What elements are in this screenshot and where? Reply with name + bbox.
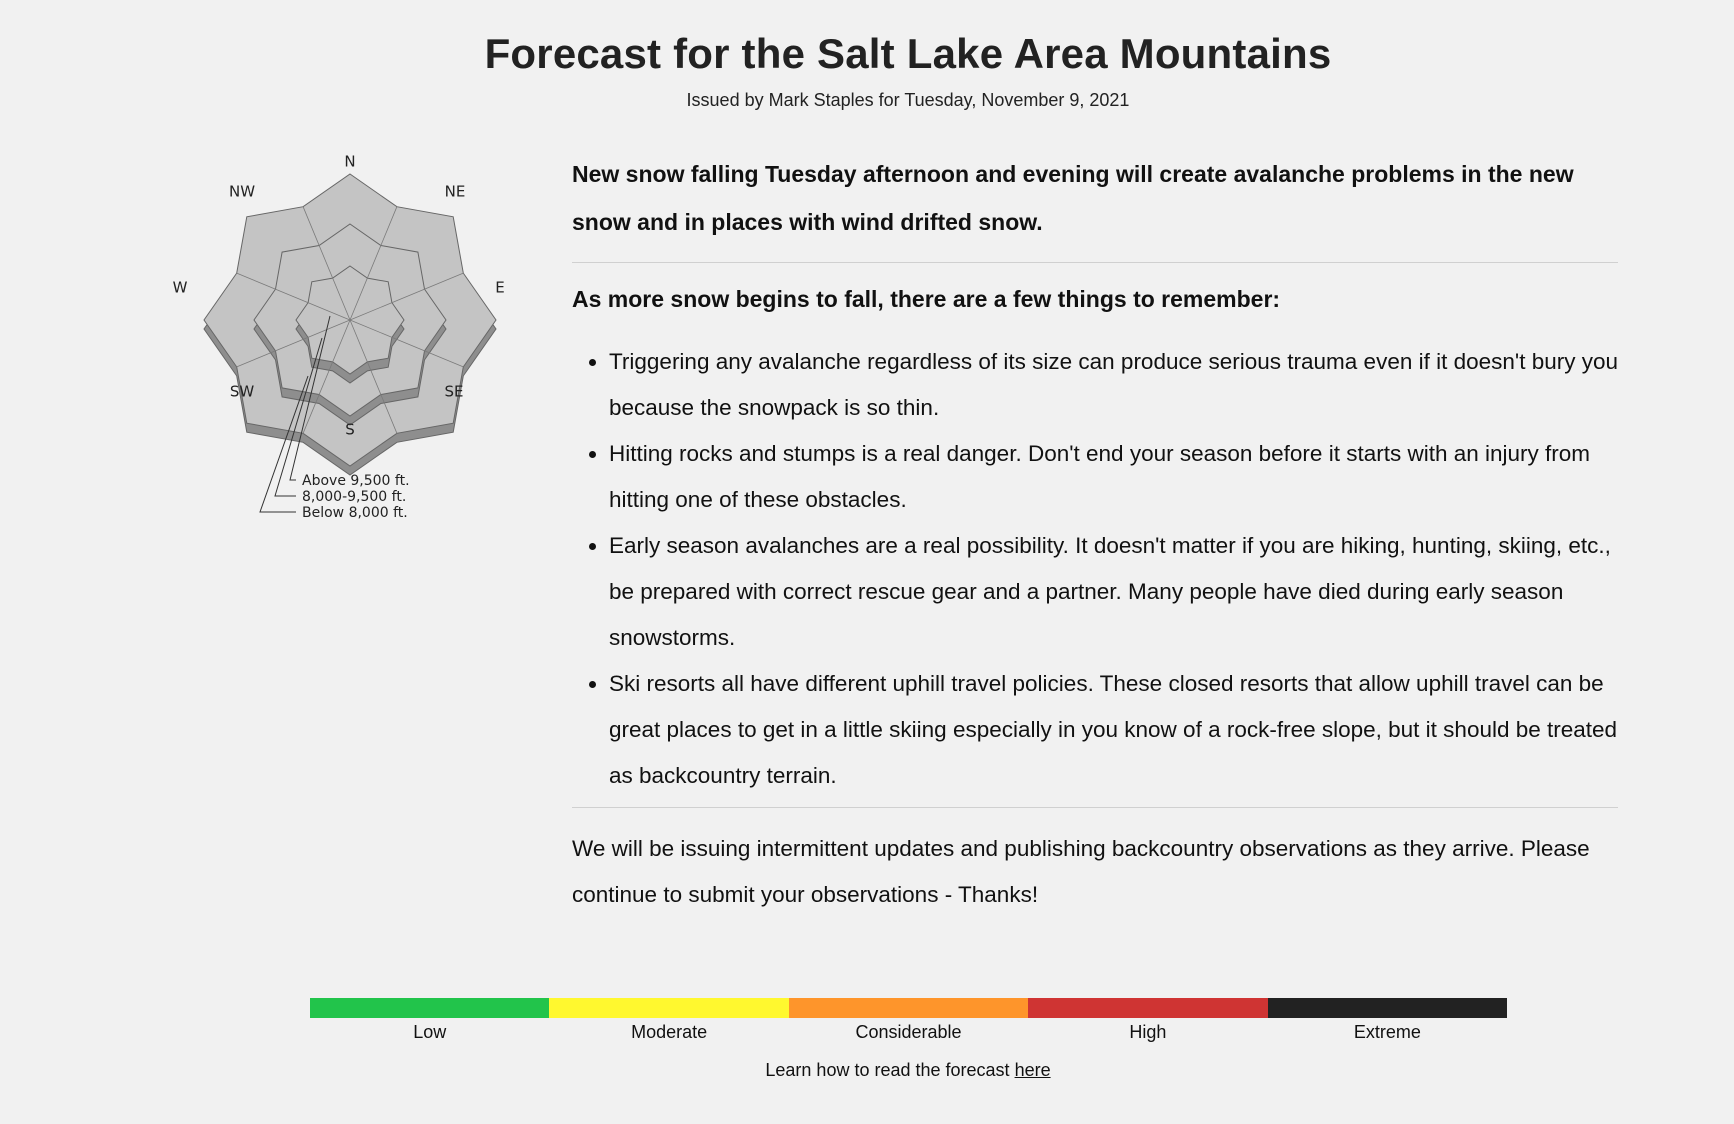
scale-label-high: High xyxy=(1129,1022,1167,1042)
divider xyxy=(572,807,1618,808)
page-title: Forecast for the Salt Lake Area Mountains xyxy=(484,30,1332,77)
danger-scale xyxy=(310,998,1507,1043)
direction-label: S xyxy=(345,420,355,439)
elevation-labels xyxy=(302,473,410,521)
danger-rose xyxy=(160,150,530,530)
scale-label-extreme: Extreme xyxy=(1353,1022,1421,1042)
direction-label: SE xyxy=(444,382,464,401)
danger-scale-labels xyxy=(310,1022,1507,1043)
learn-text: Learn how to read the forecast xyxy=(765,1060,1010,1080)
tips-list xyxy=(572,339,1618,799)
scale-label-moderate: Moderate xyxy=(631,1022,708,1042)
direction-label: NW xyxy=(228,182,256,201)
closing-note: We will be issuing intermittent updates and publishing backcountry observations as they arrive. Please continue to submit your observations - Thanks! xyxy=(572,836,1590,907)
scale-segment-low xyxy=(310,998,549,1018)
scale-label-low: Low xyxy=(413,1022,447,1042)
scale-segment-considerable xyxy=(789,998,1028,1018)
learn-here-link[interactable]: here xyxy=(1014,1060,1051,1080)
direction-label: N xyxy=(344,152,356,171)
scale-label-considerable: Considerable xyxy=(855,1022,962,1042)
elevation-label: Below 8,000 ft. xyxy=(302,505,408,521)
direction-label: NE xyxy=(444,182,466,201)
divider xyxy=(572,262,1618,263)
scale-segment-moderate xyxy=(549,998,788,1018)
list-item: • Triggering any avalanche regardless of its size can produce serious trauma even if it doesn't bury you because the snowpack is so thin. xyxy=(609,339,1618,431)
forecast-content xyxy=(572,150,1618,918)
issued-by: Issued by Mark Staples for Tuesday, November 9, 2021 xyxy=(686,90,1130,110)
elevation-label: 8,000-9,500 ft. xyxy=(302,489,407,505)
list-item: • Hitting rocks and stumps is a real danger. Don't end your season before it starts with an injury from hitting one of these obstacles. xyxy=(609,431,1618,523)
direction-label: SW xyxy=(229,382,255,401)
danger-scale-bar xyxy=(310,998,1507,1018)
list-item: • Early season avalanches are a real possibility. It doesn't matter if you are hiking, hunting, skiing, etc., be prepared with correct rescue gear and a partner. Many people have died during early season snowstorms. xyxy=(609,523,1618,661)
bottom-line: New snow falling Tuesday afternoon and evening will create avalanche problems in the new snow and in places with wind drifted snow. xyxy=(572,161,1574,235)
elevation-label: Above 9,500 ft. xyxy=(302,473,410,489)
scale-segment-high xyxy=(1028,998,1267,1018)
direction-label: E xyxy=(495,278,505,297)
learn-forecast xyxy=(0,1060,1734,1081)
subheading: As more snow begins to fall, there are a few things to remember: xyxy=(572,286,1281,312)
scale-segment-extreme xyxy=(1268,998,1507,1018)
list-item: • Ski resorts all have different uphill travel policies. These closed resorts that allow uphill travel can be great places to get in a little skiing especially in you know of a rock-free slope, but it should be treated as backcountry terrain. xyxy=(609,661,1618,799)
direction-label: W xyxy=(172,278,188,297)
